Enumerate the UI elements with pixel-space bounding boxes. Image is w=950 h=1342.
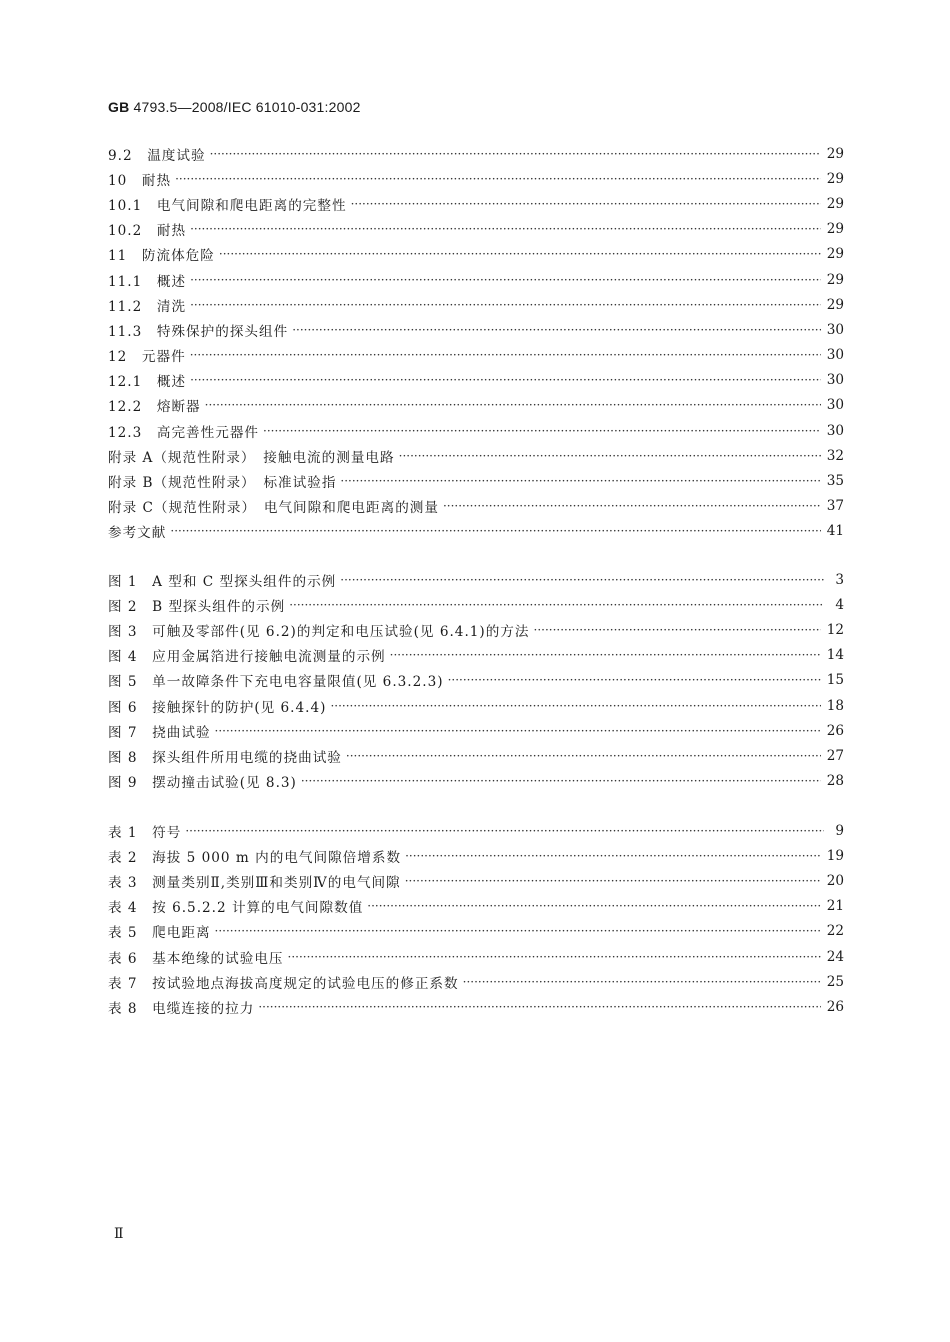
toc-entry[interactable] (108, 693, 844, 718)
toc-entry-page: 22 (826, 923, 844, 940)
standard-number: 4793.5—2008/IEC 61010-031:2002 (133, 99, 361, 115)
toc-entry-page: 18 (826, 697, 844, 714)
toc-entry-page: 26 (826, 722, 844, 739)
dot-leader (258, 1000, 820, 1014)
toc-entry-page: 14 (826, 647, 844, 664)
toc-entry-label: 12.2 熔断器 (108, 399, 201, 416)
toc-contents-list (108, 141, 844, 544)
toc-entry[interactable] (108, 494, 844, 519)
toc-entry[interactable] (108, 567, 844, 592)
dot-leader (351, 197, 821, 211)
toc-entry[interactable] (108, 393, 844, 418)
dot-leader (289, 598, 824, 612)
toc-entry-label: 图 9 摆动撞击试验(见 8.3) (108, 775, 297, 792)
toc-entry-page: 30 (826, 347, 844, 364)
toc-entry-page: 4 (835, 596, 844, 613)
toc-entry-label: 表 7 按试验地点海拔高度规定的试验电压的修正系数 (108, 975, 459, 992)
toc-entry-label: 图 7 挠曲试验 (108, 724, 211, 741)
toc-entry[interactable] (108, 317, 844, 342)
toc-entry-label: 表 5 爬电距离 (108, 925, 211, 942)
toc-entry-label: 表 2 海拔 5 000 m 内的电气间隙倍增系数 (108, 849, 402, 866)
toc-entry-page: 29 (826, 271, 844, 288)
toc-entry-page: 41 (826, 523, 844, 540)
dot-leader (405, 874, 821, 888)
toc-tables-list (108, 818, 844, 1020)
toc-entry[interactable] (108, 292, 844, 317)
toc-entry[interactable] (108, 843, 844, 868)
toc-entry-label: 11.1 概述 (108, 273, 187, 290)
dot-leader (390, 648, 821, 662)
toc-entry-page: 29 (826, 195, 844, 212)
standard-code: GB (108, 99, 130, 115)
toc-entry-page: 37 (826, 498, 844, 515)
dot-leader (443, 499, 821, 513)
toc-entry[interactable] (108, 519, 844, 544)
toc-entry-label: 12.3 高完善性元器件 (108, 424, 260, 441)
dot-leader (534, 623, 821, 637)
toc-entry-label: 9.2 温度试验 (108, 147, 206, 164)
dot-leader (190, 222, 821, 236)
toc-entry-page: 9 (835, 822, 844, 839)
toc-entry-label: 11 防流体危险 (108, 248, 215, 265)
toc-entry-page: 27 (826, 747, 844, 764)
toc-entry-page: 29 (826, 221, 844, 238)
toc-entry-label: 12 元器件 (108, 349, 186, 366)
toc-entry[interactable] (108, 468, 844, 493)
dot-leader (292, 323, 820, 337)
toc-entry-page: 29 (826, 246, 844, 263)
dot-leader (330, 699, 820, 713)
dot-leader (205, 398, 821, 412)
toc-entry[interactable] (108, 443, 844, 468)
toc-entry-page: 29 (826, 296, 844, 313)
toc-entry-label: 图 4 应用金属箔进行接触电流测量的示例 (108, 649, 386, 666)
dot-leader (463, 975, 821, 989)
toc-entry[interactable] (108, 242, 844, 267)
toc-entry-page: 15 (826, 672, 844, 689)
toc-entry[interactable] (108, 617, 844, 642)
toc-entry-label: 附录 B（规范性附录） 标准试验指 (108, 475, 337, 492)
toc-entry-label: 10.2 耐热 (108, 223, 187, 240)
toc-entry[interactable] (108, 668, 844, 693)
toc-entry-label: 附录 C（规范性附录） 电气间隙和爬电距离的测量 (108, 500, 439, 517)
dot-leader (301, 774, 821, 788)
toc-entry[interactable] (108, 418, 844, 443)
toc-entry[interactable] (108, 919, 844, 944)
toc-entry-page: 30 (826, 397, 844, 414)
toc-entry-label: 图 1 A 型和 C 型探头组件的示例 (108, 573, 337, 590)
toc-entry-page: 30 (826, 422, 844, 439)
toc-entry[interactable] (108, 969, 844, 994)
dot-leader (340, 573, 824, 587)
toc-entry[interactable] (108, 267, 844, 292)
dot-leader (399, 449, 821, 463)
toc-entry-label: 图 3 可触及零部件(见 6.2)的判定和电压试验(见 6.4.1)的方法 (108, 623, 530, 640)
dot-leader (405, 849, 821, 863)
toc-entry-page: 21 (826, 898, 844, 915)
toc-entry-page: 19 (826, 847, 844, 864)
toc-entry-page: 25 (826, 973, 844, 990)
toc-entry[interactable] (108, 141, 844, 166)
dot-leader (340, 474, 820, 488)
dot-leader (215, 724, 821, 738)
dot-leader (190, 373, 821, 387)
toc-entry-page: 3 (835, 571, 844, 588)
toc-entry[interactable] (108, 818, 844, 843)
toc-entry[interactable] (108, 868, 844, 893)
toc-entry-page: 24 (826, 948, 844, 965)
toc-entry-label: 表 1 符号 (108, 824, 182, 841)
toc-entry-label: 表 4 按 6.5.2.2 计算的电气间隙数值 (108, 900, 364, 917)
dot-leader (367, 899, 820, 913)
toc-entry-label: 图 6 接触探针的防护(见 6.4.4) (108, 699, 327, 716)
toc-entry[interactable] (108, 944, 844, 969)
toc-entry[interactable] (108, 718, 844, 743)
toc-entry-label: 11.3 特殊保护的探头组件 (108, 323, 289, 340)
dot-leader (175, 172, 821, 186)
dot-leader (190, 298, 821, 312)
toc-entry[interactable] (108, 166, 844, 191)
toc-entry-page: 32 (826, 447, 844, 464)
toc-entry-label: 附录 A（规范性附录） 接触电流的测量电路 (108, 449, 395, 466)
toc-entry-page: 28 (826, 773, 844, 790)
toc-entry-label: 参考文献 (108, 525, 167, 542)
toc-entry-page: 20 (826, 872, 844, 889)
dot-leader (170, 524, 820, 538)
document-header (108, 99, 361, 115)
toc-entry-page: 35 (826, 473, 844, 490)
toc-entry-label: 图 8 探头组件所用电缆的挠曲试验 (108, 749, 342, 766)
toc-entry-page: 12 (826, 621, 844, 638)
toc-entry[interactable] (108, 643, 844, 668)
toc-entry-label: 10 耐热 (108, 172, 172, 189)
dot-leader (215, 924, 821, 938)
toc-entry[interactable] (108, 191, 844, 216)
dot-leader (448, 673, 821, 687)
toc-entry-label: 11.2 清洗 (108, 298, 187, 315)
toc-entry-label: 图 2 B 型探头组件的示例 (108, 598, 286, 615)
dot-leader (263, 424, 821, 438)
toc-entry-label: 表 6 基本绝缘的试验电压 (108, 950, 284, 967)
toc-entry-page: 29 (826, 170, 844, 187)
toc-entry[interactable] (108, 743, 844, 768)
dot-leader (185, 824, 824, 838)
toc-entry[interactable] (108, 769, 844, 794)
dot-leader (210, 147, 821, 161)
toc-entry-page: 29 (826, 145, 844, 162)
toc-entry-label: 12.1 概述 (108, 374, 187, 391)
toc-entry-label: 图 5 单一故障条件下充电电容量限值(见 6.3.2.3) (108, 674, 444, 691)
toc-entry-page: 30 (826, 321, 844, 338)
toc-entry-label: 10.1 电气间隙和爬电距离的完整性 (108, 197, 347, 214)
toc-figures-list (108, 567, 844, 794)
toc-entry[interactable] (108, 343, 844, 368)
toc-entry-page: 30 (826, 372, 844, 389)
toc-entry[interactable] (108, 217, 844, 242)
dot-leader (346, 749, 821, 763)
dot-leader (288, 950, 821, 964)
toc-entry[interactable] (108, 592, 844, 617)
page-number: Ⅱ (114, 1226, 124, 1242)
toc-entry[interactable] (108, 994, 844, 1019)
dot-leader (190, 273, 821, 287)
toc-entry-label: 表 8 电缆连接的拉力 (108, 1000, 255, 1017)
toc-entry[interactable] (108, 894, 844, 919)
dot-leader (190, 348, 821, 362)
toc-entry-label: 表 3 测量类别Ⅱ,类别Ⅲ和类别Ⅳ的电气间隙 (108, 874, 401, 891)
dot-leader (219, 247, 821, 261)
toc-entry-page: 26 (826, 998, 844, 1015)
toc-entry[interactable] (108, 368, 844, 393)
